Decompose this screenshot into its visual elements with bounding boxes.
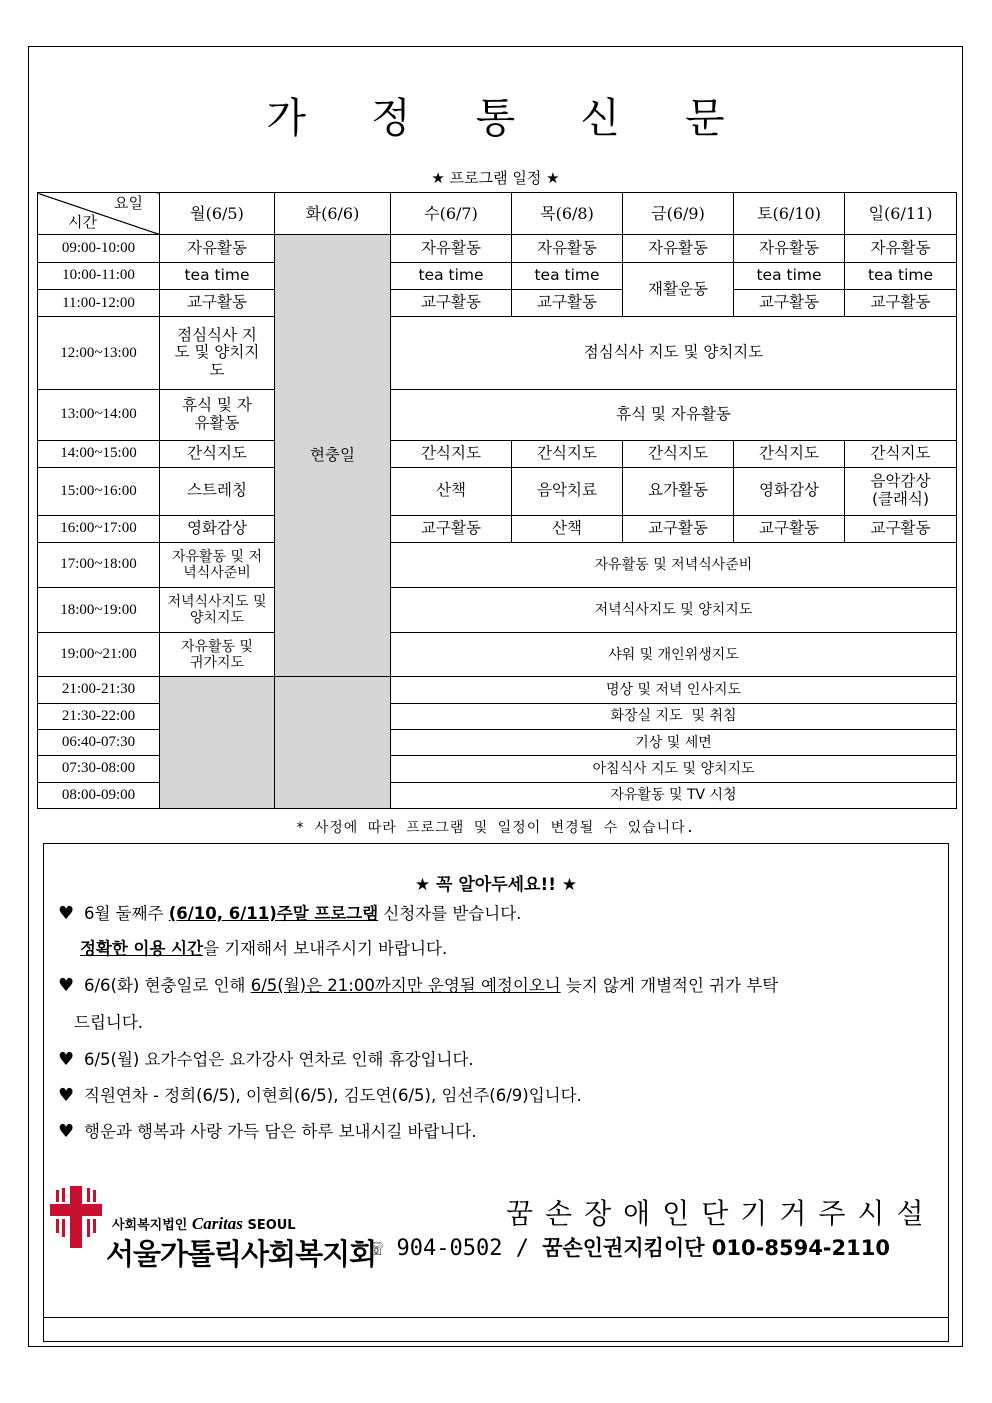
notice-heading: ★ 꼭 알아두세요!! ★ [414, 875, 578, 895]
notice-text: 을 기재해서 보내주시기 바랍니다. [203, 939, 448, 958]
contact-line [370, 1232, 890, 1262]
logo-city: SEOUL [247, 1218, 296, 1233]
activity-cell: 교구활동 [160, 290, 275, 317]
notice-item-1 [58, 900, 521, 924]
activity-cell: 음악치료 [512, 468, 623, 516]
heart-icon: ♥ [58, 1121, 75, 1142]
activity-cell: 자유활동 [512, 235, 623, 262]
activity-cell-merged: 아침식사 지도 및 양치지도 [391, 756, 957, 782]
newsletter-page [28, 46, 963, 1347]
logo-subtitle [112, 1214, 296, 1234]
heart-icon: ♥ [58, 975, 75, 996]
facility-name: 꿈손장애인단기거주시설 [506, 1197, 936, 1230]
activity-cell: 재활운동 [623, 262, 734, 317]
activity-cell: 교구활동 [623, 515, 734, 542]
activity-cell: 산책 [512, 515, 623, 542]
notice-item-1-line2 [80, 935, 447, 959]
table-row [38, 515, 957, 542]
day-header-sun: 일(6/11) [845, 193, 957, 235]
day-header-tue: 화(6/6) [275, 193, 391, 235]
activity-cell-merged: 샤워 및 개인위생지도 [391, 632, 957, 677]
time-cell: 09:00-10:00 [38, 235, 160, 262]
activity-cell: 간식지도 [623, 440, 734, 467]
notice-text: 6월 둘째주 [84, 904, 169, 923]
activity-cell-merged: 화장실 지도 및 취침 [391, 703, 957, 729]
logo-brand: Caritas [191, 1214, 243, 1233]
notice-item-2 [58, 972, 778, 996]
activity-cell-merged: 저녁식사지도 및 양치지도 [391, 588, 957, 633]
activity-cell-merged: 기상 및 세면 [391, 729, 957, 755]
activity-cell: 음악감상 (클래식) [845, 468, 957, 516]
activity-cell: 자유활동 [391, 235, 512, 262]
table-row [38, 440, 957, 467]
activity-cell-merged: 자유활동 및 저녁식사준비 [391, 542, 957, 588]
time-cell: 14:00~15:00 [38, 440, 160, 467]
table-row [38, 632, 957, 677]
time-cell: 18:00~19:00 [38, 588, 160, 633]
day-header-fri: 금(6/9) [623, 193, 734, 235]
logo-prefix: 사회복지법인 [112, 1218, 188, 1233]
logo-org-name: 서울가톨릭사회복지회 [106, 1237, 377, 1271]
notice-text: 6/5(월) 요가수업은 요가강사 연차로 인해 휴강입니다. [84, 1050, 474, 1069]
cross-logo-icon [50, 1186, 102, 1248]
activity-cell-merged: 휴식 및 자유활동 [391, 390, 957, 441]
time-cell: 17:00~18:00 [38, 542, 160, 588]
activity-cell: 간식지도 [845, 440, 957, 467]
activity-cell: 간식지도 [734, 440, 845, 467]
time-cell: 13:00~14:00 [38, 390, 160, 441]
corner-time-label: 시간 [68, 213, 97, 232]
activity-cell: 저녁식사지도 및 양치지도 [160, 588, 275, 633]
activity-cell: 요가활동 [623, 468, 734, 516]
day-header-mon: 월(6/5) [160, 193, 275, 235]
activity-cell: 자유활동 [734, 235, 845, 262]
notice-text-emphasis: (6/10, 6/11)주말 프로그램 [168, 904, 379, 923]
activity-cell: 자유활동 [160, 235, 275, 262]
notice-text-emphasis: 정확한 이용 시간 [80, 939, 204, 958]
time-cell: 08:00-09:00 [38, 782, 160, 808]
table-row [38, 262, 957, 289]
notice-text: 늦지 않게 개별적인 귀가 부탁 [560, 976, 779, 995]
activity-cell: tea time [845, 262, 957, 289]
activity-cell: 교구활동 [391, 290, 512, 317]
activity-cell: 자유활동 [845, 235, 957, 262]
time-cell: 11:00-12:00 [38, 290, 160, 317]
table-row [38, 290, 957, 317]
caritas-logo [50, 1186, 377, 1276]
activity-cell: 자유활동 및 귀가지도 [160, 632, 275, 677]
schedule-heading: ★ 프로그램 일정 ★ [431, 169, 560, 187]
activity-cell: 영화감상 [734, 468, 845, 516]
time-cell: 10:00-11:00 [38, 262, 160, 289]
time-cell: 15:00~16:00 [38, 468, 160, 516]
activity-cell: 스트레칭 [160, 468, 275, 516]
rights-contact: 꿈손인권지킴이단 010-8594-2110 [542, 1236, 890, 1260]
notice-item-2-line2: 드립니다. [74, 1013, 144, 1032]
telephone-icon: ☏ 904-0502 / [370, 1236, 529, 1261]
activity-cell: 교구활동 [845, 515, 957, 542]
notice-item-3 [58, 1046, 474, 1070]
time-cell: 06:40-07:30 [38, 729, 160, 755]
table-row [38, 677, 957, 703]
heart-icon: ♥ [58, 1085, 75, 1106]
tuesday-empty-cell [275, 677, 391, 809]
time-cell: 19:00~21:00 [38, 632, 160, 677]
activity-cell: 영화감상 [160, 515, 275, 542]
activity-cell: 간식지도 [391, 440, 512, 467]
time-cell: 12:00~13:00 [38, 317, 160, 390]
activity-cell-merged: 명상 및 저녁 인사지도 [391, 677, 957, 703]
notice-text: 직원연차 - 정희(6/5), 이현희(6/5), 김도연(6/5), 임선주(6/9)입니다. [84, 1086, 582, 1105]
time-cell: 16:00~17:00 [38, 515, 160, 542]
corner-day-label: 요일 [114, 194, 143, 212]
notice-text-emphasis: 6/5(월)은 21:00까지만 운영될 예정이오니 [250, 976, 561, 995]
activity-cell: 교구활동 [734, 515, 845, 542]
day-header-sat: 토(6/10) [734, 193, 845, 235]
activity-cell: 점심식사 지도 및 양치지도 [160, 317, 275, 390]
activity-cell: 간식지도 [160, 440, 275, 467]
activity-cell-merged: 점심식사 지도 및 양치지도 [391, 317, 957, 390]
heart-icon: ♥ [58, 1049, 75, 1070]
tuesday-holiday-cell: 현충일 [275, 235, 391, 677]
activity-cell: tea time [512, 262, 623, 289]
page-title: 가 정 통 신 문 [266, 94, 751, 142]
monday-empty-cell [160, 677, 275, 809]
table-row [38, 588, 957, 633]
activity-cell-merged: 자유활동 및 TV 시청 [391, 782, 957, 808]
time-cell: 07:30-08:00 [38, 756, 160, 782]
notice-text: 6/6(화) 현충일로 인해 [84, 976, 251, 995]
activity-cell: 교구활동 [391, 515, 512, 542]
activity-cell: 자유활동 및 저녁식사준비 [160, 542, 275, 588]
notice-item-4 [58, 1082, 582, 1106]
heart-icon: ♥ [58, 903, 75, 924]
notice-footer-strip [43, 1318, 949, 1342]
notice-text: 행운과 행복과 사랑 가득 담은 하루 보내시길 바랍니다. [84, 1122, 477, 1141]
activity-cell: tea time [391, 262, 512, 289]
table-row [38, 235, 957, 262]
activity-cell: 자유활동 [623, 235, 734, 262]
activity-cell: 교구활동 [512, 290, 623, 317]
activity-cell: 산책 [391, 468, 512, 516]
table-row [38, 468, 957, 516]
activity-cell: tea time [160, 262, 275, 289]
table-row [38, 390, 957, 441]
activity-cell: 간식지도 [512, 440, 623, 467]
day-header-thu: 목(6/8) [512, 193, 623, 235]
table-row [38, 542, 957, 588]
day-header-wed: 수(6/7) [391, 193, 512, 235]
activity-cell: 교구활동 [845, 290, 957, 317]
schedule-table [37, 192, 957, 809]
schedule-change-note: * 사정에 따라 프로그램 및 일정이 변경될 수 있습니다. [295, 820, 696, 836]
activity-cell: tea time [734, 262, 845, 289]
activity-cell: 휴식 및 자유활동 [160, 390, 275, 441]
notice-item-5 [58, 1118, 477, 1142]
corner-header [38, 193, 160, 235]
notice-text: 신청자를 받습니다. [378, 904, 522, 923]
time-cell: 21:00-21:30 [38, 677, 160, 703]
activity-cell: 교구활동 [734, 290, 845, 317]
time-cell: 21:30-22:00 [38, 703, 160, 729]
table-row [38, 317, 957, 390]
